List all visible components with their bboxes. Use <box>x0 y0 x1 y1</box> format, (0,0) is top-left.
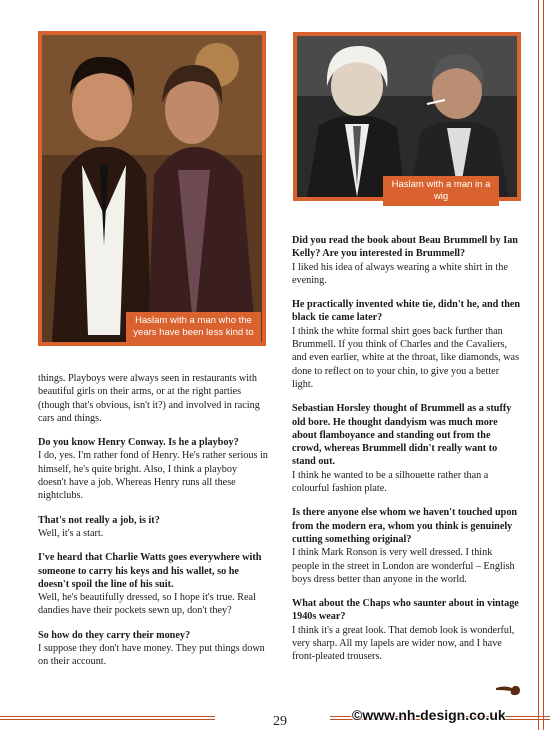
question: He practically invented white tie, didn't he, and then black tie came later? <box>292 299 521 324</box>
photo-caption-left: Haslam with a man who the years have been less kind to <box>126 312 261 342</box>
answer: I liked his idea of always wearing a white shirt in the evening. <box>292 261 508 286</box>
answer: I think the white formal shirt goes back further than Brummell. If you think of Charles and the Cavaliers, and even earlier, white at the throat, like diamonds, was done to reflect on to your chin, to give you a better light. <box>292 325 520 390</box>
photo-two-men <box>38 31 266 346</box>
question: That's not really a job, is it? <box>38 514 160 526</box>
answer: Well, it's a start. <box>38 527 104 539</box>
qa-block <box>38 514 268 541</box>
answer: I think Mark Ronson is very well dressed. I think people in the street in London are wonderful – English boys dress better than anyone in the world. <box>292 547 515 585</box>
photo-scene <box>42 35 262 342</box>
photo-scene-right <box>297 36 517 197</box>
answer: Well, he's beautifully dressed, so I hope it's true. Real dandies have their pockets sewn up, don't they? <box>38 592 256 617</box>
text-column-left <box>38 372 268 680</box>
photo-caption-right: Haslam with a man in a wig <box>383 176 499 206</box>
qa-block <box>38 629 268 669</box>
page-number: 29 <box>273 714 287 729</box>
answer: things. Playboys were always seen in restaurants with beautiful girls on their arms, or at the right parties (though that's obvious, isn't it?) and involved in racing cars and things. <box>38 373 260 424</box>
question: Do you know Henry Conway. Is he a playboy? <box>38 437 239 449</box>
page-border-right <box>538 0 544 730</box>
qa-block <box>292 402 522 495</box>
question: So how do they carry their money? <box>38 629 191 641</box>
qa-block <box>292 506 522 586</box>
question: I've heard that Charlie Watts goes everywhere with someone to carry his keys and his wallet, so he doesn't spoil the line of his suit. <box>38 552 262 590</box>
question: What about the Chaps who saunter about in vintage 1940s wear? <box>292 598 519 623</box>
answer: I do, yes. I'm rather fond of Henry. He's rather serious in himself, he's quite bright. Also, I think a playboy doesn't have a job. Whereas Henry runs all these nightclubs. <box>38 450 268 502</box>
qa-block <box>292 298 522 391</box>
answer: I think he wanted to be a silhouette rather than a colourful fashion plate. <box>292 469 489 495</box>
footer-rule-left <box>0 716 215 720</box>
answer: I think it's a great look. That demob look is wonderful, very sharp. All my lapels are wider now, and I have front-pleated trousers. <box>292 624 515 663</box>
qa-block <box>292 234 522 287</box>
watermark: ©www.nh-design.co.uk <box>352 707 506 723</box>
qa-block <box>292 597 522 663</box>
paragraph <box>38 372 268 425</box>
pipe-icon <box>494 682 522 698</box>
question: Did you read the book about Beau Brummell by Ian Kelly? Are you interested in Brummell? <box>292 235 518 260</box>
qa-block <box>38 436 268 502</box>
qa-block <box>38 551 268 617</box>
question: Is there anyone else whom we haven't touched upon from the modern era, whom you think is genuinely cutting something original? <box>292 507 518 545</box>
question: Sebastian Horsley thought of Brummell as a stuffy old bore. He thought dandyism was much more about flamboyance and standing out from the crowd, whereas Brummell didn't really want to stand out. <box>292 403 512 468</box>
text-column-right <box>292 234 522 675</box>
answer: I suppose they don't have money. They put things down on their account. <box>38 643 265 668</box>
